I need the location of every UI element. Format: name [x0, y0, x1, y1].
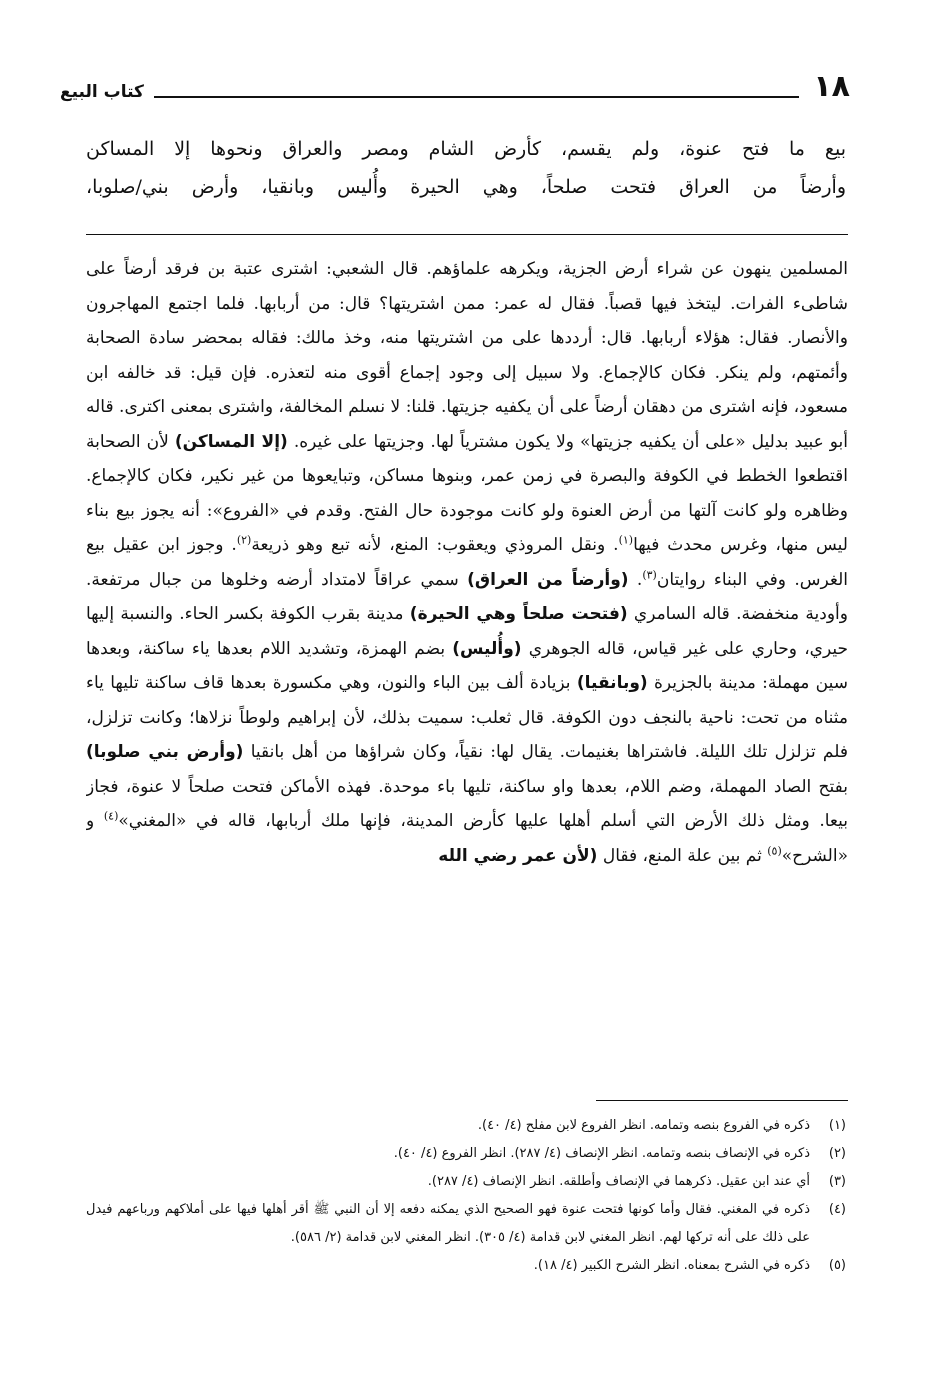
- commentary-segment: و «الشرح»: [86, 811, 848, 866]
- footnote-text: ذكره في الإنصاف بنصه وتمامه. انظر الإنصاف (٤/ ٢٨٧). انظر الفروع (٤/ ٤٠).: [393, 1146, 810, 1161]
- footnote-number: (٢): [828, 1146, 846, 1161]
- commentary-segment: سمي عراقاً لامتداد أرضه وخلوها من جبال مرتفعة. وأودية منخفضة. قاله السامري: [86, 569, 848, 624]
- bold-quote: (فتحت صلحاً وهي الحيرة): [409, 604, 628, 624]
- footnote-number: (٤): [828, 1202, 846, 1217]
- bold-quote: (إلا المساكن): [174, 431, 288, 452]
- footnote-ref: (٥): [767, 843, 782, 857]
- footnote: [86, 1140, 846, 1168]
- header-rule: [154, 96, 799, 98]
- commentary-segment: مدينة بقرب الكوفة بكسر الحاء. والنسبة إليها حيري، وحاري على غير قياس، قاله الجوهري: [86, 604, 848, 659]
- commentary-segment: بفتح الصاد المهملة، وضم اللام، بعدها واو ساكنة، تليها باء موحدة. فهذه الأماكن فتحت صلحاً لا عنوة، فجاز بيعا. ومثل ذلك الأرض التي أسلم أهلها عليها كأرض المدينة، فإنها ملك أربابها، قاله في «المغني»: [86, 776, 848, 831]
- footnote-number: (١): [828, 1118, 846, 1133]
- bold-quote: (وبانقيا): [576, 673, 648, 693]
- commentary-segment: . ونقل المروذي ويعقوب: المنع، لأنه تبع وهو ذريعة: [251, 535, 619, 555]
- bold-quote: (وأرضاً من العراق): [467, 569, 629, 590]
- footnote-text: ذكره في الشرح بمعناه. انظر الشرح الكبير (٤/ ١٨).: [533, 1258, 810, 1273]
- bold-quote: (لأن عمر رضي الله: [438, 845, 598, 866]
- commentary-segment: بضم الهمزة، وتشديد اللام بعدها ياء ساكنة، وبعدها سين مهملة: مدينة بالجزيرة: [86, 638, 848, 693]
- footnote-text: أي عند ابن عقيل. ذكرهما في الإنصاف وأطلقه. انظر الإنصاف (٤/ ٢٨٧).: [427, 1174, 810, 1189]
- main-text: [86, 130, 846, 206]
- footnotes-section: [86, 1112, 846, 1280]
- footnote-ref: (١): [618, 533, 634, 547]
- footnote-ref: (٤): [103, 809, 119, 823]
- footnote: [86, 1168, 846, 1196]
- footnote-divider: [596, 1100, 848, 1101]
- footnote-ref: (٢): [236, 533, 252, 547]
- bold-quote: (وأرض بني صلوبا): [86, 742, 244, 762]
- footnote: [86, 1252, 846, 1280]
- commentary-segment: ثم بين علة المنع، فقال: [597, 845, 768, 866]
- book-title: كتاب البيع: [60, 82, 144, 102]
- commentary-text: [86, 252, 848, 1084]
- footnote: [86, 1112, 846, 1140]
- commentary-segment: .: [628, 569, 643, 590]
- commentary-segment: بزيادة ألف بين الباء والنون، وهي مكسورة بعدها قاف ساكنة تليها ياء مثناه من تحت: ناحية بالنجف دون الكوفة. قال ثعلب: سميت بذلك، لأن إبراهيم ولوطاً نزلاها؛ وكانت تزلزل، فلم تزلزل تلك الليلة. فاشتراها بغنيمات. يقال لها: نقياً، وكان شراؤها من أهل بانقيا: [86, 673, 848, 762]
- footnote: [86, 1196, 846, 1252]
- page-header: [60, 68, 850, 104]
- footnote-ref: (٣): [642, 567, 657, 581]
- main-text-line: بيع ما فتح عنوة، ولم يقسم، كأرض الشام ومصر والعراق ونحوها إلا المساكن: [86, 138, 846, 160]
- footnote-text: ذكره في المغني. فقال وأما كونها فتحت عنوة فهو الصحيح الذي يمكنه دفعه إلا أن النبي ﷺ أقر أهلها فيها على أملاكهم ورباعهم فيدل على ذلك على أنه تركها لهم. انظر المغني لابن قدامة (٤/ ٣٠٥). انظر المغني لابن قدامة (٢/ ٥٨٦).: [86, 1202, 810, 1245]
- commentary-segment: . وجوز ابن عقيل بيع الغرس. وفي البناء روايتان: [86, 535, 848, 590]
- bold-quote: (وأُليس): [452, 638, 522, 659]
- footnote-number: (٣): [828, 1174, 846, 1189]
- commentary-segment: لأن الصحابة اقتطعوا الخطط في الكوفة والبصرة في زمن عمر، وبنوها مساكن، وتبايعوها من غير نكير، فكان كالإجماع. وظاهره ولو كانت آلتها من أرض العنوة ولو كانت موجودة حال الفتح. وقدم في «الفروع»: أنه يجوز بيع بناء ليس منها، وغرس محدث فيها: [86, 431, 848, 555]
- footnote-number: (٥): [828, 1258, 846, 1273]
- main-text-line: وأرضاً من العراق فتحت صلحاً، وهي الحيرة وأُليس وبانقيا، وأرض بني/صلوبا،: [86, 176, 846, 198]
- commentary-segment: المسلمين ينهون عن شراء أرض الجزية، ويكرهه علماؤهم. قال الشعبي: اشترى عتبة بن فرقد أرضاً على شاطىء الفرات. ليتخذ فيها قصباً. فقال له عمر: ممن اشتريتها؟ قال: من أربابها. فلما اجتمع المهاجرون والأنصار. فقال: هؤلاء أربابها. قال: أرددها على من اشتريتها منه، وخذ مالك: فقاله بمحضر سادة الصحابة وأئمتهم، ولم ينكر. فكان كالإجماع. ولا سبيل إلى وجود إجماع أقوى منه لتعذره. فإن قيل: قد خالفه ابن مسعود، فإنه اشترى من دهقان أرضاً على أن يكفيه جزيتها. قلنا: لا نسلم المخالفة، واشترى بمعنى اكترى. قاله أبو عبيد بدليل «على أن يكفيه جزيتها» ولا يكون مشترياً لها. وجزيتها على غيره.: [86, 259, 848, 452]
- footnote-text: ذكره في الفروع بنصه وتمامه. انظر الفروع لابن مفلح (٤/ ٤٠).: [477, 1118, 810, 1133]
- text-divider: [86, 234, 848, 235]
- page-number: ١٨: [813, 69, 850, 104]
